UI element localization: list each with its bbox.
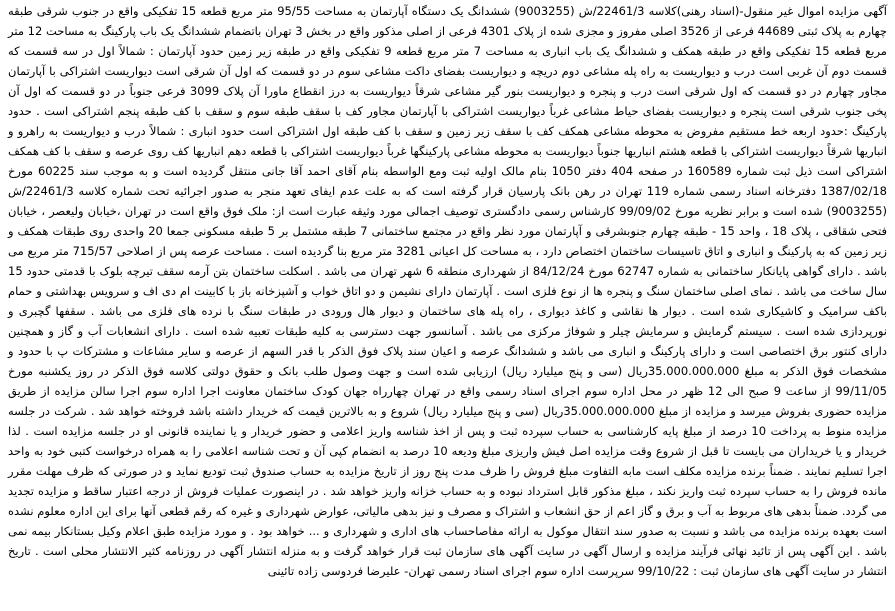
notice-text: آگهی مزایده اموال غیر منقول-(اسناد رهنی)کلاسه 22461/3/ش (9003255) ششدانگ یک دستگاه آپارتمان به مساحت 95/55 متر مربع قطعه 15 تفکیکی واقع در جنوب شرقی طبقه چهارم به پلاک ثبتی 44689 فرعی از 3526 اصلی مفروز و مجزی شده از پلاک 4301 فرعی از اصلی مذکور واقع در بخش 3 تهران باتضمام ششدانگ یک باب پارکینگ به مساحت 12 متر مربع قطعه 15 تفکیکی واقع در طبقه همکف و ششدانگ یک باب انباری به مساحت 7 متر مربع قطعه 9 تفکیکی واقع در طبقه زیر زمین حدود آپارتمان : شمالاً اول در سه قسمت که قسمت دوم آن غربی است درب و دیواریست به راه پله مشاعی دوم دریچه و دیواریست بفضای داکت مشاعی سوم در دو قسمت که اول آن شرقی است دیواریست اشتراکی با آپارتمان مجاور چهارم در دو قسمت که اول شرقی است درب و پنجره و دیواریست بنور گیر مشاعی شرقاً دیواریست به درز انقطاع ماورا آن پلاک 3099 فرعی جنوباً در دو قسمت که اول آن پخی جنوب شرقی است پنجره و دیواریست بفضای حیاط مشاعی غرباً دیواریست اشتراکی با آپارتمان مجاور کف با سقف طبقه سوم و سقف با کف طبقه پنجم اشتراکی است . حدود پارکینگ :حدود اربعه خط مستقیم مفروض به محوطه مشاعی همکف کف با سقف زیر زمین و سقف با کف طبقه اول اشتراکی است حدود انباری : شمالاً درب و دیواریست به راهرو و انباریها شرقاً دیواریست اشتراکی با قطعه هشتم انباریها جنوباً دیواریست به محوطه مشاعی پارکینگها غرباً دیواریست اشتراکی با قطعه دهم انباریها کف روی عرصه و سقف با کف همکف اشتراکی است ذیل ثبت شماره 160589 در صفحه 404 دفتر 1050 بنام مالک اولیه ثبت ومع الواسطه بنام آقای احمد آقا جانی منتقل گردیده است و به موجب سند 60225 مورخ 1387/02/18 دفترخانه اسناد رسمی شماره 119 تهران در رهن بانک پارسیان قرار گرفته است که به علت عدم ایفای تعهد منجر به صدور اجرائیه تحت شماره کلاسه 22461/3/ش (9003255) شده است و برابر نظریه مورخ 99/09/02 کارشناس رسمی دادگستری توصیف اجمالی مورد وثیقه عبارت است از: ملک فوق واقع است در تهران ،خیابان ولیعصر ، خیابان فتحی شقاقی ، پلاک 18 ، واحد 15 - طبقه چهارم جنوبشرقی و آپارتمان مورد نظر واقع در مجتمع ساختمانی 7 طبقه مشتمل بر 5 طبقه مسکونی جمعا 20 واحدی روی طبقات همکف و زیر زمین که به پارکینگ و انباری و اتاق تاسیسات ساختمان اختصاص دارد ، به مساحت کل اعیانی 3281 متر مربع بنا گردیده است . مساحت عرصه پس از اصلاحی 715/57 متر مربع می باشد . دارای گواهی پایانکار ساختمانی به شماره 62747 مورخ 84/12/24 از شهرداری منطقه 6 شهر تهران می باشد . اسکلت ساختمان بتن آرمه سقف تیرچه بلوک با قدمتی حدود 15 سال ساخت می باشد . نمای اصلی ساختمان سنگ و پنجره ها از نوع فلزی است . آپارتمان دارای نشیمن و دو اتاق خواب و آشپزخانه باز با کابینت ام دی اف و سرویس بهداشتی و حمام باکف سرامیک و کاشیکاری شده است . دیوار ها نقاشی و کاغذ دیواری ، راه پله های ساختمان و دیوار هال ورودی در طبقات سنگ با نرده های فلزی می باشد . سقفها گچبری و نورپردازی شده است . سیستم گرمایش و سرمایش چیلر و شوفاژ مرکزی می باشد . آسانسور جهت دسترسی به کلیه طبقات تعبیه شده است . دارای انشعابات آب و گاز و همچنین دارای کنتور برق اختصاصی است و دارای پارکینگ و انباری می باشد و ششدانگ عرصه و اعیان سند پلاک فوق الذکر با قدر السهم از عرصه و سایر مشاعات و مشترکات پ با حدود و مشخصات فوق الذکر به مبلغ 35.000.000.000ریال (سی و پنج میلیارد ریال) ارزیابی شده است و جهت وصول طلب بانک و حقوق دولتی کلاسه فوق الذکر در روز یکشنبه مورخ 99/11/05 از ساعت 9 صبح الی 12 ظهر در محل اداره سوم اجرای اسناد رسمی واقع در تهران چهارراه جهان کودک ساختمان معاونت اجرا اداره سوم اجرا سالن مزایده از طریق مزایده حضوری بفروش میرسد و مزایده از مبلغ 35.000.000.000ریال (سی و پنج میلیارد ریال) شروع و به بالاترین قیمت که خریدار داشته باشد فروخته خواهد شد . شرکت در جلسه مزایده منوط به پرداخت 10 درصد از مبلغ پایه کارشناسی به حساب سپرده ثبت و پس از اخذ شناسه واریز اعلامی و حضور خریدار و یا نماینده قانونی او در جلسه مزایده است . لذا خریدار و یا خریداران می بایست تا قبل از شروع وقت مزایده اصل فیش واریزی مبلغ ودیعه 10 درصد به انضمام کپی آن و تحت شناسه اعلامی را به همراه درخواست کتبی خود به واحد اجرا تسلیم نمایند . ضمناً برنده مزایده مکلف است مابه التفاوت مبلغ فروش را ظرف مدت پنج روز از تاریخ مزایده به حساب صندوق ثبت تودیع نماید و در صورتی که ظرف مهلت مقرر مانده فروش را به حساب سپرده ثبت واریز نکند ، مبلغ مذکور قابل استرداد نبوده و به حساب خزانه واریز خواهد شد . در اینصورت عملیات فروش از درجه اعتبار ساقط و مزایده تجدید می گردد. ضمناً بدهی های مربوط به آب و برق و گاز اعم از حق انشعاب و اشتراک و مصرف و نیز بدهی مالیاتی، عوارض شهرداری و غیره که رقم قطعی آنها برای این اداره معلوم نشده است بعهده برنده مزایده می باشد و نسبت به صدور سند انتقال موکول به ارائه مفاصاحساب های اداری و شهرداری و ... خواهد بود . و مورد مزایده طبق اعلام وکیل بستانکار بیمه نمی باشد . این آگهی پس از تائید نهائی فرآیند مزایده و ارسال آگهی در سایت آگهی های سازمان ثبت قرار خواهد گرفت و به منزله انتشار آگهی در روزنامه کثیر الانتشار محلی است . تاریخ انتشار در سایت آگهی های سازمان ثبت : 99/10/22 سرپرست اداره سوم اجرای اسناد رسمی تهران- علیرضا فردوسی زاده تائینی — [8, 4, 888, 578]
